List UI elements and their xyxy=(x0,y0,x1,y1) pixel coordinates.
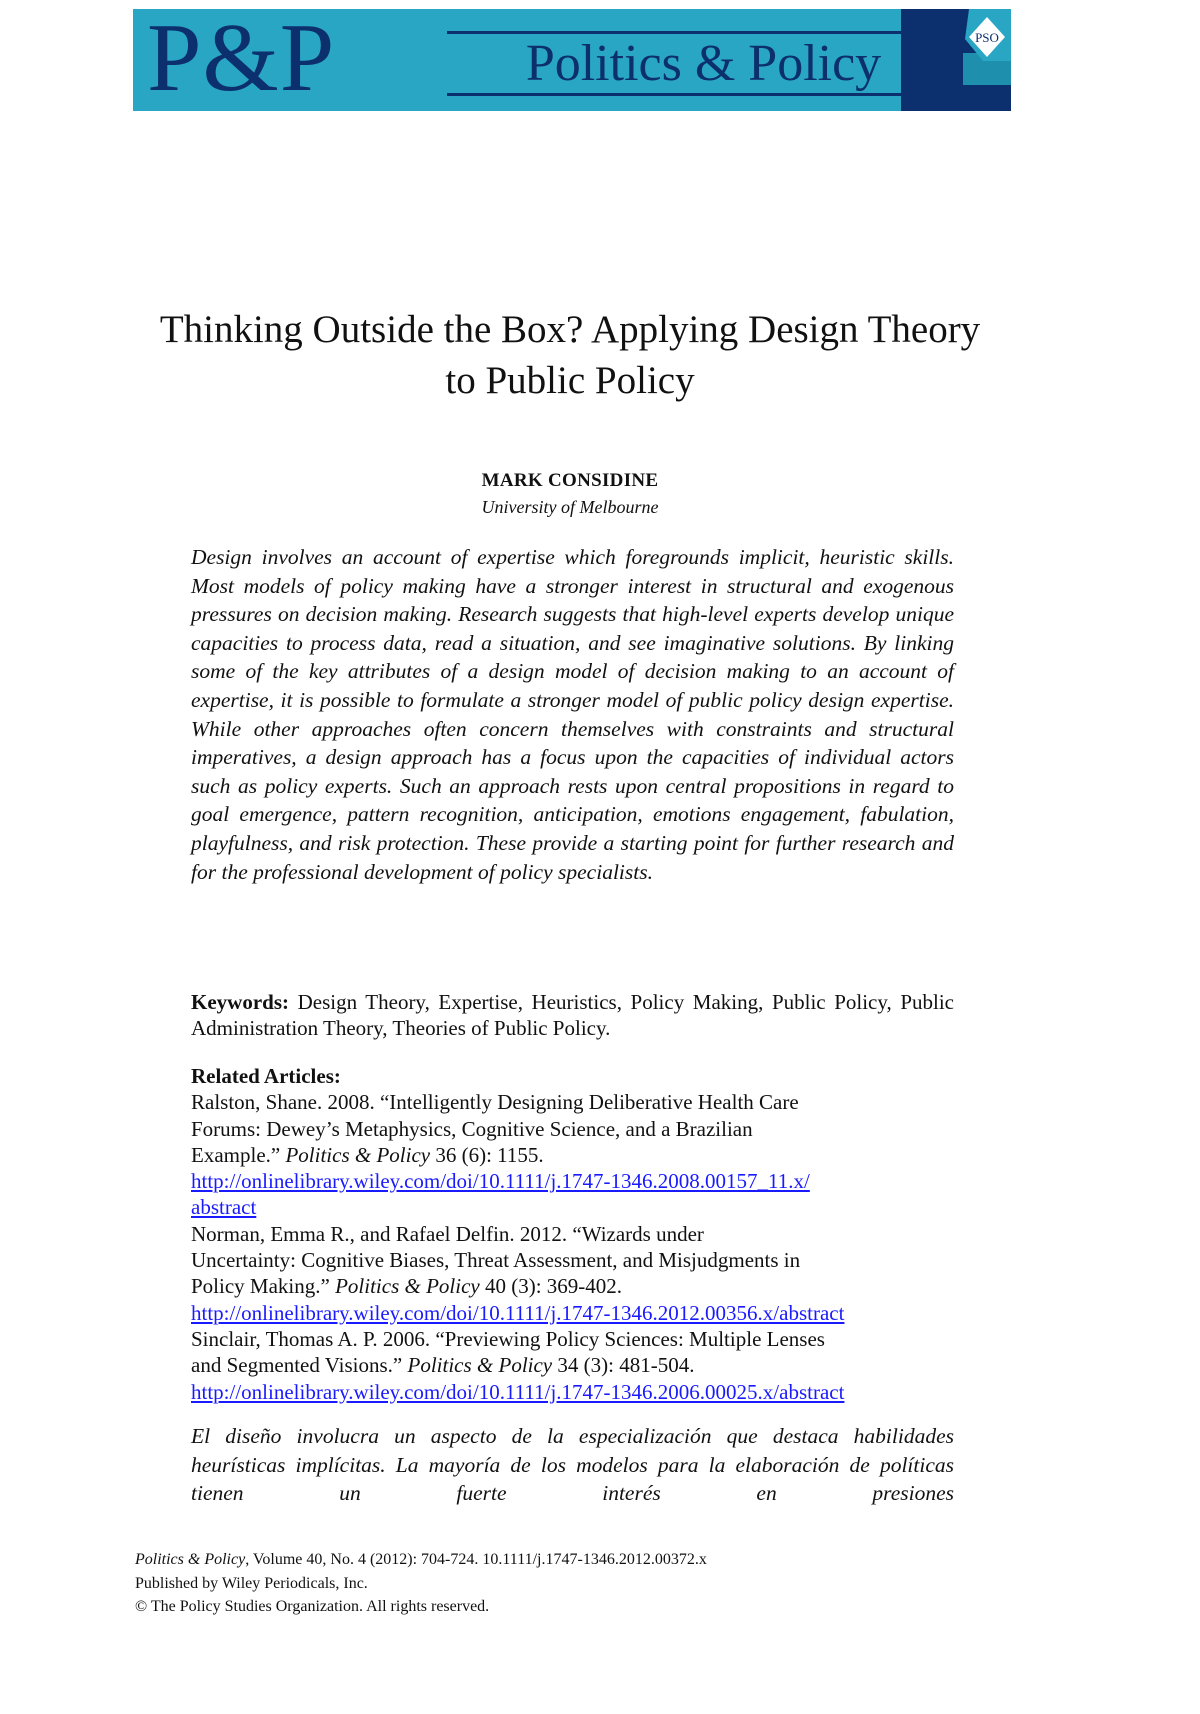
banner-rule-bottom xyxy=(447,93,960,96)
keywords xyxy=(191,989,954,1041)
article-title: Thinking Outside the Box? Applying Design Theory to Public Policy xyxy=(159,308,981,402)
related-citation-line: Forums: Dewey’s Metaphysics, Cognitive Science, and a Brazilian xyxy=(191,1116,753,1141)
related-citation-line xyxy=(191,1352,981,1378)
citation-journal: Politics & Policy xyxy=(335,1274,480,1299)
page-footer xyxy=(135,1548,1035,1619)
citation-text: 40 (3): 369-402. xyxy=(479,1274,623,1299)
journal-short-title: P&P xyxy=(147,9,336,111)
abstract-spanish: El diseño involucra un aspecto de la especialización que destaca habilidades heurísticas implícitas. La mayoría de los modelos para la elaboración de políticas tienen un fuerte interés en presiones xyxy=(191,1424,954,1506)
related-article-link[interactable]: http://onlinelibrary.wiley.com/doi/10.1111/j.1747-1346.2008.00157_11.x/ xyxy=(191,1169,810,1194)
related-articles xyxy=(191,1063,981,1405)
keywords-label: Keywords: xyxy=(191,990,289,1014)
citation-journal: Politics & Policy xyxy=(407,1353,553,1378)
related-citation-line: Ralston, Shane. 2008. “Intelligently Designing Deliberative Health Care xyxy=(191,1090,799,1115)
related-article-link[interactable]: http://onlinelibrary.wiley.com/doi/10.1111/j.1747-1346.2006.00025.x/abstract xyxy=(191,1379,845,1404)
author-name: MARK CONSIDINE xyxy=(481,470,659,491)
related-article-link[interactable]: abstract xyxy=(191,1195,257,1220)
keywords-list: Design Theory, Expertise, Heuristics, Policy Making, Public Policy, Public Administration Theory, Theories of Public Policy. xyxy=(191,990,955,1040)
pso-logo-text: PSO xyxy=(975,30,999,45)
related-article-link[interactable]: http://onlinelibrary.wiley.com/doi/10.1111/j.1747-1346.2012.00356.x/abstract xyxy=(191,1300,845,1325)
journal-banner xyxy=(133,9,1011,111)
footer-citation-text: , Volume 40, No. 4 (2012): 704-724. 10.1111/j.1747-1346.2012.00372.x xyxy=(245,1551,707,1568)
footer-citation xyxy=(135,1548,1035,1572)
citation-text: 34 (3): 481-504. xyxy=(552,1353,695,1378)
footer-publisher: Published by Wiley Periodicals, Inc. xyxy=(135,1574,368,1592)
abstract-english: Design involves an account of expertise which foregrounds implicit, heuristic skills. Most models of policy making have a stronger interest in structural and exogenous pressures on decision making. Research suggests that high-level experts develop unique capacities to process data, read a situation, and see imaginative solutions. By linking some of the key attributes of a design model of decision making to an account of expertise, it is possible to formulate a stronger model of public policy design expertise. While other approaches often concern themselves with constraints and structural imperatives, a design approach has a focus upon the capacities of individual actors such as policy experts. Such an approach rests upon central propositions in regard to goal emergence, pattern recognition, anticipation, emotions engagement, fabulation, playfulness, and risk protection. These provide a starting point for further research and for the professional development of policy specialists. xyxy=(191,545,954,884)
journal-name: Politics & Policy xyxy=(525,35,882,92)
related-articles-heading: Related Articles: xyxy=(191,1064,341,1088)
related-citation-line: Uncertainty: Cognitive Biases, Threat Assessment, and Misjudgments in xyxy=(191,1248,801,1273)
banner-rule-top xyxy=(447,31,960,34)
related-citation-line: Sinclair, Thomas A. P. 2006. “Previewing Policy Sciences: Multiple Lenses xyxy=(191,1326,825,1351)
footer-journal: Politics & Policy xyxy=(135,1551,246,1568)
citation-text: 36 (6): 1155. xyxy=(430,1142,544,1167)
related-citation-line: Norman, Emma R., and Rafael Delfin. 2012. “Wizards under xyxy=(191,1221,704,1246)
citation-text: Example.” xyxy=(191,1142,286,1167)
citation-text: Policy Making.” xyxy=(191,1274,336,1299)
footer-copyright: © The Policy Studies Organization. All rights reserved. xyxy=(135,1598,490,1615)
related-citation-line xyxy=(191,1273,981,1299)
citation-text: and Segmented Visions.” xyxy=(191,1353,408,1378)
related-citation-line xyxy=(191,1142,981,1168)
citation-journal: Politics & Policy xyxy=(285,1142,431,1167)
pso-logo-icon xyxy=(901,9,1011,111)
author-affiliation: University of Melbourne xyxy=(481,497,659,517)
